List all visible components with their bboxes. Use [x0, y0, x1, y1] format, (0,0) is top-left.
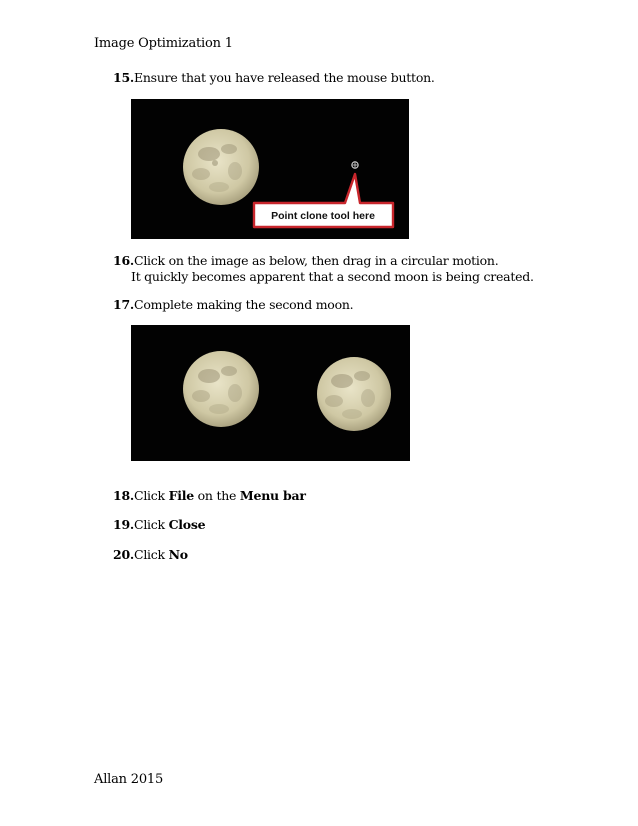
original-moon-image [183, 351, 259, 427]
file-menu-label: File [168, 488, 194, 503]
clone-cursor-icon [352, 162, 358, 168]
callout-box [254, 174, 393, 227]
step-18 [113, 488, 306, 504]
step-text-line1: Click on the image as below, then drag in a circular motion. [134, 253, 499, 268]
step-text: Ensure that you have released the mouse button. [134, 70, 435, 85]
step-17 [113, 297, 353, 313]
two-moons-screenshot [131, 325, 410, 461]
step-number: 18. [113, 488, 134, 503]
menu-bar-label: Menu bar [239, 488, 306, 503]
no-label: No [168, 547, 188, 562]
step-20 [113, 547, 188, 563]
step-text: on the [193, 488, 240, 503]
step-number: 16. [113, 253, 134, 268]
step-text: Complete making the second moon. [134, 297, 354, 312]
step-text: Click [134, 517, 169, 532]
step-number: 19. [113, 517, 134, 532]
page-footer: Allan 2015 [94, 772, 164, 787]
step-text: Click [134, 547, 169, 562]
step-15 [113, 70, 435, 86]
cloned-moon-image [317, 357, 391, 431]
close-label: Close [168, 517, 206, 532]
callout-label: Point clone tool here [271, 210, 375, 222]
step-text-line2: It quickly becomes apparent that a second moon is being created. [131, 269, 534, 284]
moon-image [183, 129, 259, 205]
page-header: Image Optimization 1 [94, 36, 233, 51]
step-number: 17. [113, 297, 134, 312]
step-16 [113, 253, 534, 285]
step-number: 20. [113, 547, 134, 562]
step-number: 15. [113, 70, 134, 85]
moon-screenshot-with-callout [131, 99, 409, 239]
step-19 [113, 517, 205, 533]
step-text: Click [134, 488, 169, 503]
